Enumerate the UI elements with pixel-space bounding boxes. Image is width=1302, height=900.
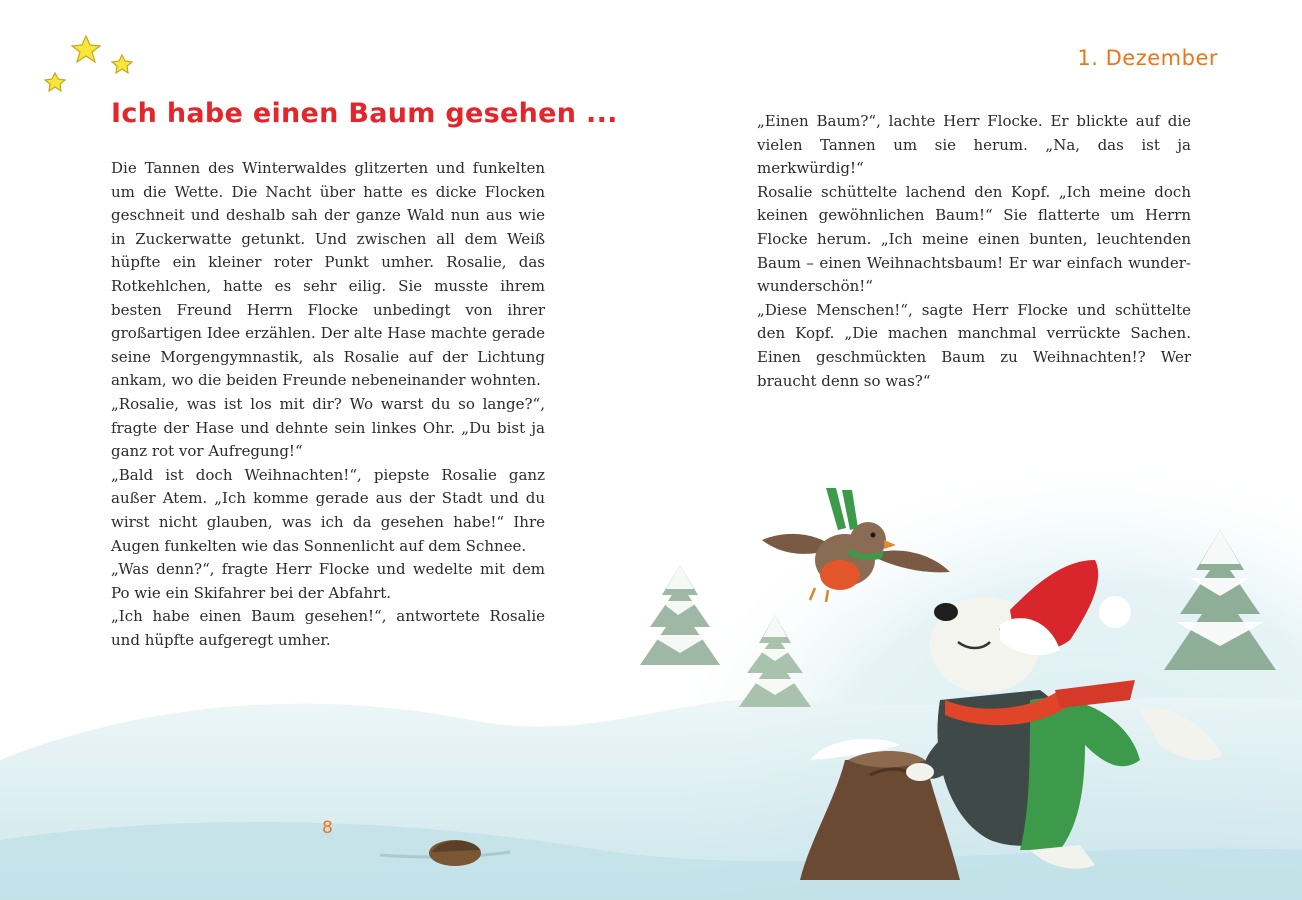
page-number: 8 (322, 818, 333, 838)
text-column-left (111, 157, 545, 652)
star-icon (72, 36, 100, 62)
paragraph: „Rosalie, was ist los mit dir? Wo warst du so lange?“, fragte der Hase und dehnte sein linkes Ohr. „Du bist ja ganz rot vor Aufregung!“ (111, 394, 545, 461)
paragraph: Die Tannen des Winterwaldes glitzerten und funkelten um die Wette. Die Nacht über hatte es dicke Flocken geschneit und deshalb sah der ganze Wald nun aus wie in Zuckerwatte getunkt. Und zwischen all dem Weiß hüpfte ein kleiner roter Punkt umher. Rosalie, das Rotkehlchen, hatte es sehr eilig. Sie musste ihrem besten Freund Herrn Flocke unbedingt von ihrer großartigen Idee erzählen. Der alte Hase machte gerade seine Morgengymnastik, als Rosalie auf der Lichtung ankam, wo die beiden Freunde nebeneinander wohnten. (111, 159, 545, 390)
paragraph: „Diese Menschen!“, sagte Herr Flocke und schüttelte den Kopf. „Die machen manchmal verrückte Sachen. Einen geschmückten Baum zu Weihnachten!? Wer braucht denn so was?“ (757, 300, 1191, 390)
paragraph: Rosalie schüttelte lachend den Kopf. „Ich meine doch keinen gewöhnlichen Baum!“ Sie flatterte um Herrn Flocke herum. „Ich meine einen bunten, leuchtenden Baum – einen Weihnachtsbaum! Er war einfach wunder-wunderschön!“ (757, 182, 1191, 296)
star-icon (45, 73, 65, 91)
stars-decoration (40, 30, 140, 100)
star-icon (112, 55, 132, 73)
chapter-title: Ich habe einen Baum gesehen ... (111, 98, 618, 129)
date-heading: 1. Dezember (1077, 46, 1218, 70)
paragraph: „Ich habe einen Baum gesehen!“, antwortete Rosalie und hüpfte aufgeregt umher. (111, 607, 545, 649)
paragraph: „Was denn?“, fragte Herr Flocke und wedelte mit dem Po wie ein Skifahrer bei der Abfahrt. (111, 560, 545, 602)
text-column-right (757, 110, 1191, 393)
paragraph: „Bald ist doch Weihnachten!“, piepste Rosalie ganz außer Atem. „Ich komme gerade aus der Stadt und du wirst nicht glauben, was ich da gesehen habe!“ Ihre Augen funkelten wie das Sonnenlicht auf dem Schnee. (111, 465, 545, 555)
paragraph: „Einen Baum?“, lachte Herr Flocke. Er blickte auf die vielen Tannen um sie herum. „Na, das ist ja merkwürdig!“ (757, 112, 1191, 178)
